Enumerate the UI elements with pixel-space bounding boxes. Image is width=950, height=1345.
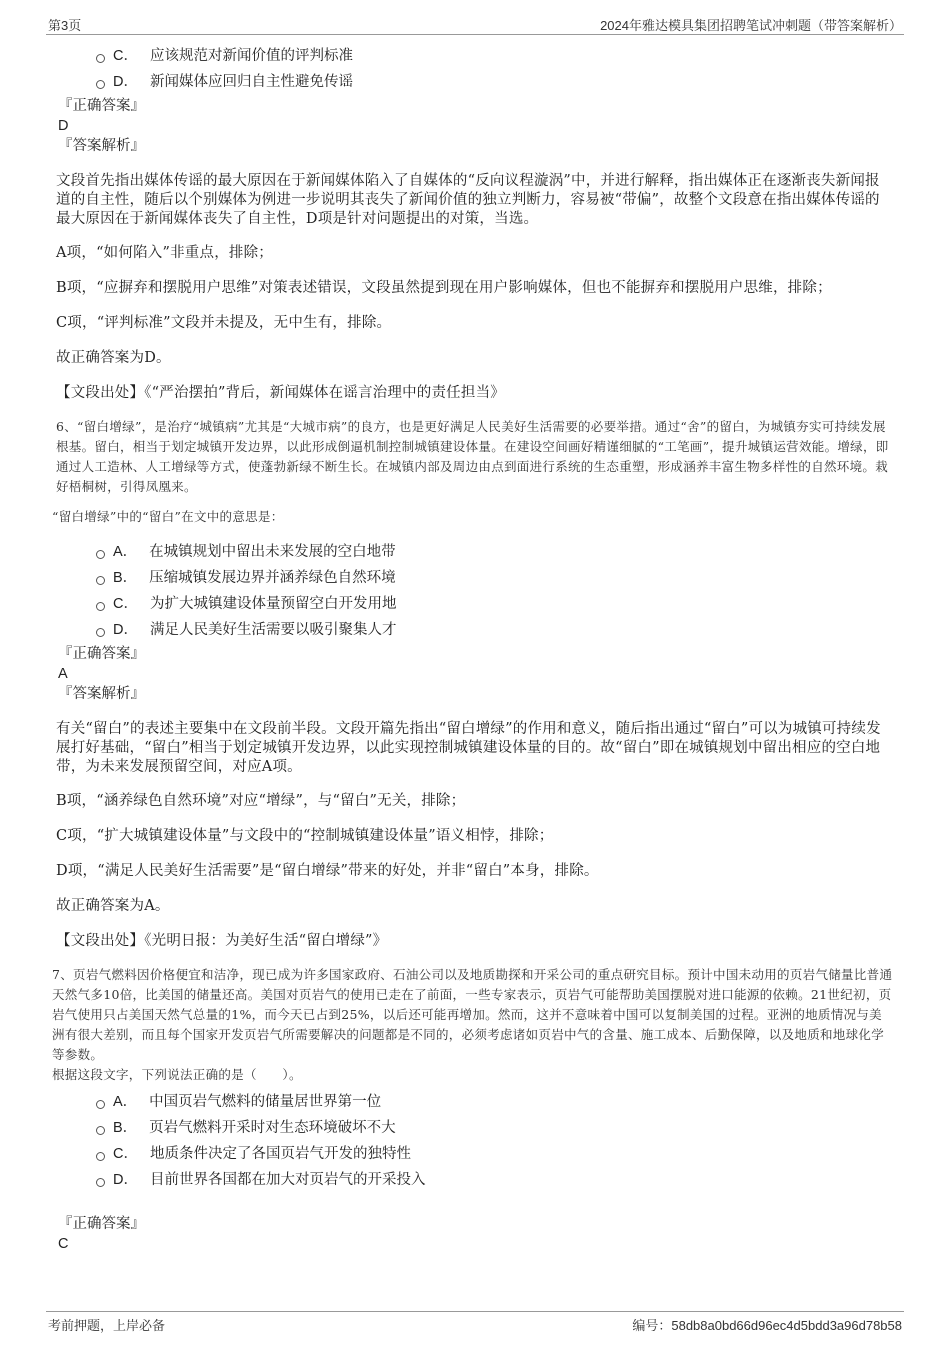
radio-icon[interactable]: [96, 1152, 105, 1161]
correct-answer-label: 『正确答案』: [58, 646, 145, 662]
option-d[interactable]: D． 新闻媒体应回归自主性避免传谣: [96, 69, 894, 95]
option-c[interactable]: C． 应该规范对新闻价值的评判标准: [96, 43, 894, 69]
radio-icon[interactable]: [96, 550, 105, 559]
analysis-paragraph: B项，“应摒弃和摆脱用户思维”对策表述错误，文段虽然提到现在用户影响媒体，但也不能摒弃和摆脱用户思维，排除；: [56, 280, 832, 296]
radio-icon[interactable]: [96, 54, 105, 63]
serial-value: 58db8a0bd66d96ec4d5bdd3a96d78b58: [671, 1318, 902, 1333]
option-a[interactable]: A． 在城镇规划中留出未来发展的空白地带: [96, 539, 894, 565]
serial-label: 编号：: [632, 1318, 672, 1333]
analysis-paragraph: 有关“留白”的表述主要集中在文段前半段。文段开篇先指出“留白增绿”的作用和意义，随后指出通过“留白”可以为城镇可持续发展打好基础，“留白”相当于划定城镇开发边界，以此实现控制城镇建设体量的目的。故“留白”即在城镇规划中留出相应的空白地带，为未来发展预留空间，对应A项。: [56, 721, 881, 775]
analysis-label: 『答案解析』: [58, 138, 145, 154]
correct-answer: A: [58, 666, 68, 682]
analysis-paragraph: A项，“如何陷入”非重点，排除；: [56, 245, 273, 261]
option-c[interactable]: C． 为扩大城镇建设体量预留空白开发用地: [96, 591, 894, 617]
radio-icon[interactable]: [96, 1126, 105, 1135]
correct-answer-label: 『正确答案』: [58, 1216, 145, 1232]
question-stem: “留白增绿”中的“留白”在文中的意思是：: [52, 509, 284, 524]
page-content: [52, 44, 894, 1253]
analysis-paragraph: 故正确答案为D。: [56, 350, 171, 366]
radio-icon[interactable]: [96, 576, 105, 585]
document-title: 2024年雅达模具集团招聘笔试冲刺题（带答案解析）: [600, 18, 902, 33]
q5-options: [96, 43, 894, 95]
analysis-paragraph: 故正确答案为A。: [56, 898, 170, 914]
radio-icon[interactable]: [96, 602, 105, 611]
question-stem: 根据这段文字，下列说法正确的是（ ）。: [52, 1067, 302, 1082]
q7-options: [96, 1089, 894, 1193]
correct-answer: C: [58, 1236, 69, 1252]
analysis-label: 『答案解析』: [58, 686, 145, 702]
option-c[interactable]: C． 地质条件决定了各国页岩气开发的独特性: [96, 1141, 894, 1167]
source-citation: 【文段出处】《“严治摆拍”背后，新闻媒体在谣言治理中的责任担当》: [56, 385, 505, 401]
question-passage: 7、页岩气燃料因价格便宜和洁净，现已成为许多国家政府、石油公司以及地质勘探和开采公司的重点研究目标。预计中国未动用的页岩气储量比普通天然气多10倍，比美国的储量还高。美国对页岩气的使用已走在了前面，一些专家表示，页岩气可能帮助美国摆脱对进口能源的依赖。21世纪初，页岩气使用只占美国天然气总量的1%，而今天已占到25%，以后还可能再增加。然而，这并不意味着中国可以复制美国的过程。亚洲的地质情况与美洲有很大差别，而且每个国家开发页岩气所需要解决的问题都是不同的，必须考虑诸如页岩中气的含量、施工成本、后勤保障，以及地质和地球化学等参数。: [52, 967, 893, 1062]
option-d[interactable]: D． 目前世界各国都在加大对页岩气的开采投入: [96, 1167, 894, 1193]
radio-icon[interactable]: [96, 1178, 105, 1187]
source-citation: 【文段出处】《光明日报：为美好生活“留白增绿”》: [56, 933, 388, 949]
radio-icon[interactable]: [96, 1100, 105, 1109]
q6-options: [96, 539, 894, 643]
correct-answer: D: [58, 118, 69, 134]
radio-icon[interactable]: [96, 628, 105, 637]
radio-icon[interactable]: [96, 80, 105, 89]
page-number: 第3页: [48, 18, 82, 33]
serial-number: [632, 1315, 902, 1334]
option-a[interactable]: A． 中国页岩气燃料的储量居世界第一位: [96, 1089, 894, 1115]
analysis-paragraph: 文段首先指出媒体传谣的最大原因在于新闻媒体陷入了自媒体的“反向议程漩涡”中，并进行解释，指出媒体正在逐渐丧失新闻报道的自主性，随后以个别媒体为例进一步说明其丧失了新闻价值的独立判断力，容易被“带偏”，故整个文段意在指出媒体传谣的最大原因在于新闻媒体丧失了自主性，D项是针对问题提出的对策，当选。: [56, 173, 880, 227]
question-passage: 6、“留白增绿”，是治疗“城镇病”尤其是“大城市病”的良方，也是更好满足人民美好生活需要的必要举措。通过“舍”的留白，为城镇夯实可持续发展根基。留白，相当于划定城镇开发边界，以此形成倒逼机制控制城镇建设体量。在建设空间画好精谨细腻的“工笔画”，提升城镇运营效能。增绿，即通过人工造林、人工增绿等方式，使蓬勃新绿不断生长。在城镇内部及周边由点到面进行系统的生态重塑，形成涵养丰富生物多样性的自然环境。栽好梧桐树，引得凤凰来。: [56, 419, 889, 494]
page-header: [46, 14, 904, 35]
option-d[interactable]: D． 满足人民美好生活需要以吸引聚集人才: [96, 617, 894, 643]
analysis-paragraph: C项，“评判标准”文段并未提及，无中生有，排除。: [56, 315, 392, 331]
correct-answer-label: 『正确答案』: [58, 98, 145, 114]
analysis-paragraph: D项，“满足人民美好生活需要”是“留白增绿”带来的好处，并非“留白”本身，排除。: [56, 863, 599, 879]
analysis-paragraph: B项，“涵养绿色自然环境”对应“增绿”，与“留白”无关，排除；: [56, 793, 466, 809]
analysis-paragraph: C项，“扩大城镇建设体量”与文段中的“控制城镇建设体量”语义相悖，排除；: [56, 828, 554, 844]
option-b[interactable]: B． 压缩城镇发展边界并涵养绿色自然环境: [96, 565, 894, 591]
option-b[interactable]: B． 页岩气燃料开采时对生态环境破坏不大: [96, 1115, 894, 1141]
footer-slogan: 考前押题，上岸必备: [48, 1319, 166, 1334]
page-footer: [46, 1311, 904, 1334]
